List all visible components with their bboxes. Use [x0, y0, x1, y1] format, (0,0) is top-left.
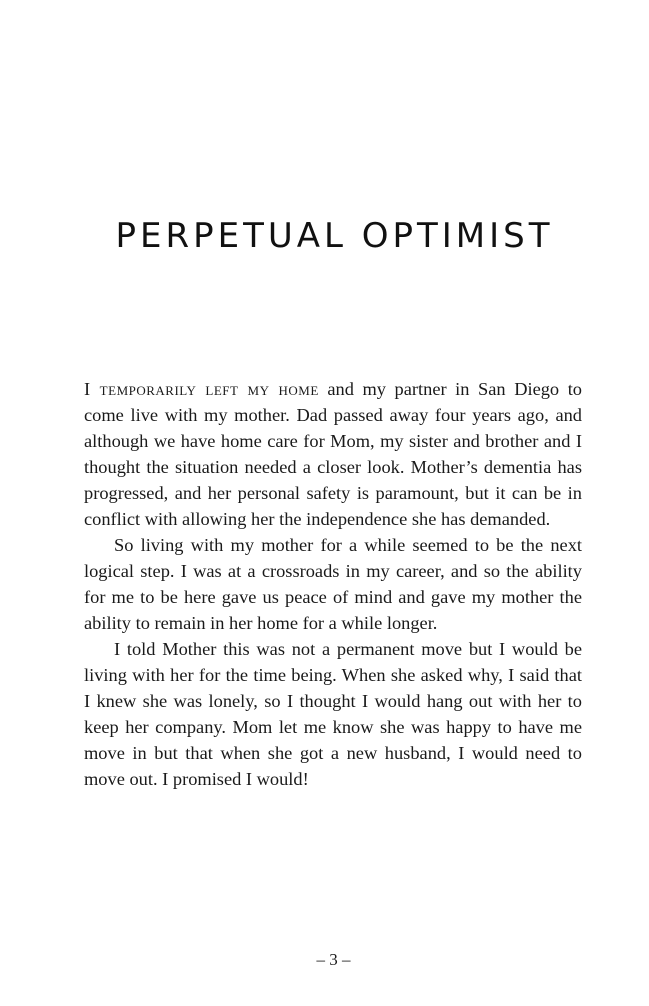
chapter-title: PERPETUAL OPTIMIST [115, 216, 554, 256]
paragraph-3: I told Mother this was not a permanent move but I would be living with her for the time being. When she asked why, I said that I knew she was lonely, so I thought I would hang out with her to keep her company. Mom let me know she was happy to have me move in but that when she got a new husband, I would need to move out. I promised I would! [84, 639, 582, 789]
paragraph-2: So living with my mother for a while seemed to be the next logical step. I was at a crossroads in my career, and so the ability for me to be here gave us peace of mind and gave my mother the ability to remain in her home for a while longer. [84, 535, 582, 633]
paragraph-1-text: and my partner in San Diego to come live with my mother. Dad passed away four years ago, and although we have home care for Mom, my sister and brother and I thought the situation needed a closer look. Mother’s dementia has progressed, and her personal safety is paramount, but it can be in conflict with allowing her the independence she has demanded. [84, 379, 582, 529]
paragraph-1-lead-in: I temporarily left my home [84, 379, 319, 399]
paragraph-1 [84, 376, 582, 532]
page-number: – 3 – [316, 950, 351, 969]
chapter-body [84, 376, 582, 792]
